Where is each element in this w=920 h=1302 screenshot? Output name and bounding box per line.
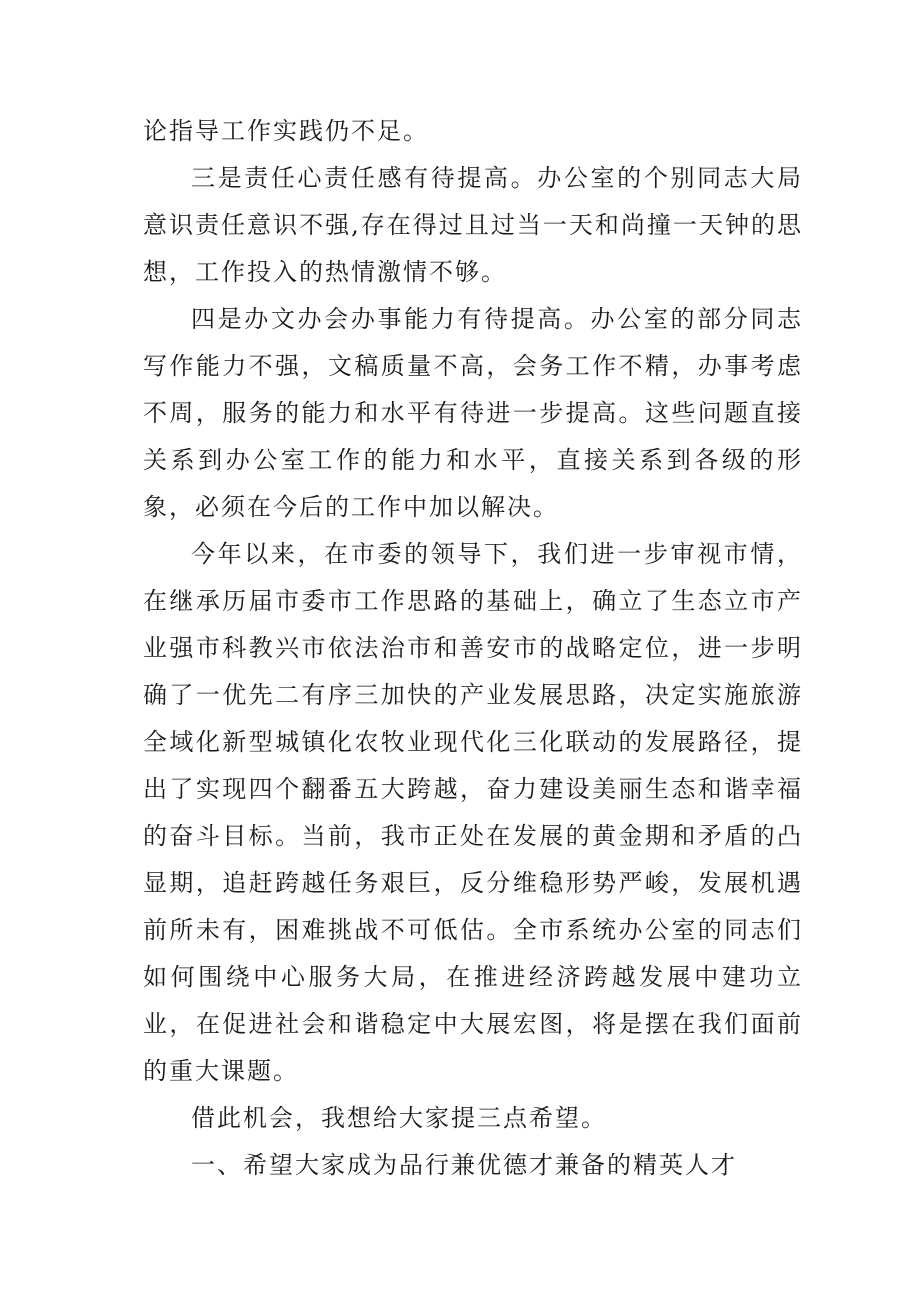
document-body bbox=[143, 108, 803, 1189]
paragraph-6: 一、希望大家成为品行兼优德才兼备的精英人才 bbox=[191, 1151, 737, 1179]
paragraph-3: 四是办文办会办事能力有待提高。办公室的部分同志写作能力不强，文稿质量不高，会务工作不精，办事考虑不周，服务的能力和水平有待进一步提高。这些问题直接关系到办公室工作的能力和水平，直接关系到各级的形象，必须在今后的工作中加以解决。 bbox=[143, 305, 803, 521]
paragraph-4: 今年以来，在市委的领导下，我们进一步审视市情，在继承历届市委市工作思路的基础上，确立了生态立市产业强市科教兴市依法治市和善安市的战略定位，进一步明确了一优先二有序三加快的产业发展思路，决定实施旅游全域化新型城镇化农牧业现代化三化联动的发展路径，提出了实现四个翻番五大跨越，奋力建设美丽生态和谐幸福的奋斗目标。当前，我市正处在发展的黄金期和矛盾的凸显期，追赶跨越任务艰巨，反分维稳形势严峻，发展机遇前所未有，困难挑战不可低估。全市系统办公室的同志们如何围绕中心服务大局，在推进经济跨越发展中建功立业，在促进社会和谐稳定中大展宏图，将是摆在我们面前的重大课题。 bbox=[143, 540, 803, 1085]
paragraph-5: 借此机会，我想给大家提三点希望。 bbox=[191, 1104, 607, 1132]
paragraph-2: 三是责任心责任感有待提高。办公室的个别同志大局意识责任意识不强,存在得过且过当一天和尚撞一天钟的思想，工作投入的热情激情不够。 bbox=[143, 164, 803, 286]
paragraph-1: 论指导工作实践仍不足。 bbox=[143, 117, 429, 145]
